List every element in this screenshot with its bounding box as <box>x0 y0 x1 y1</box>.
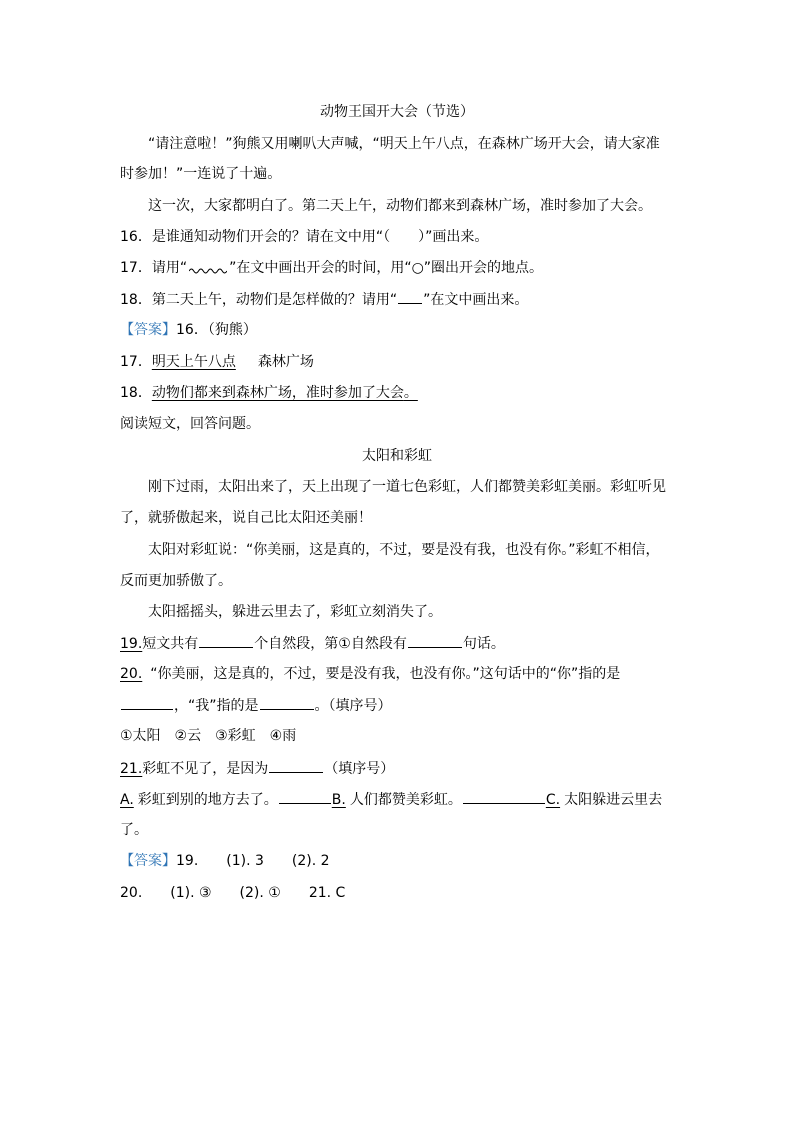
answer-17-time: 明天上午八点 <box>151 354 236 370</box>
question-20-line2 <box>120 695 392 715</box>
passage2-paragraph1-line2: 了，就骄傲起来，说自己比太阳还美丽！ <box>120 510 372 526</box>
question-20-line1 <box>120 664 620 684</box>
passage1-paragraph1-line2: 时参加！”一连说了十遍。 <box>120 166 282 182</box>
option-a-text: 彩虹到别的地方去了。 <box>137 792 278 808</box>
question-20-part-a: “你美丽，这是真的，不过，要是没有我，也没有你。”这句话中的“你”指的是 <box>150 666 621 682</box>
question-20-options: ①太阳 ②云 ③彩虹 ④雨 <box>120 728 297 744</box>
answer-blank <box>269 758 323 773</box>
question-19-part-b: 个自然段，第①自然段有 <box>254 636 407 652</box>
question-17 <box>120 258 543 278</box>
answer-18-text: 动物们都来到森林广场，准时参加了大会 <box>151 385 404 401</box>
question-19 <box>120 633 505 653</box>
question-18-suffix: ”在文中画出来。 <box>423 292 529 308</box>
passage1-paragraph1-line1: “请注意啦！”狗熊又用喇叭大声喊，“明天上午八点，在森林广场开大会，请大家准 <box>148 136 660 152</box>
question-19-part-a: 短文共有 <box>142 636 199 652</box>
question-21 <box>120 758 394 778</box>
separator-line <box>279 789 331 804</box>
answers-block-1 <box>120 320 257 340</box>
answer-18-number: 18． <box>120 385 152 401</box>
question-20-part-b: ，“我”指的是 <box>174 698 259 714</box>
question-18-prefix: 18．第二天上午，动物们是怎样做的？请用“ <box>120 292 398 308</box>
answer-blank <box>199 633 253 648</box>
answer-tag: 【答案】 <box>120 853 176 869</box>
question-19-number: 19. <box>120 636 143 652</box>
passage2-title: 太阳和彩虹 <box>362 448 432 464</box>
question-21-options-line1 <box>120 789 662 809</box>
answer-16: 16．（狗熊） <box>176 322 257 338</box>
answer-20-21: 20. (1). ③ (2). ① 21. C <box>120 885 346 901</box>
question-21-part-a: 彩虹不见了，是因为 <box>142 761 269 777</box>
answer-blank <box>408 633 462 648</box>
reading-instruction: 阅读短文，回答问题。 <box>120 416 260 432</box>
answer-blank <box>260 695 314 710</box>
option-b-label: B. <box>331 792 346 808</box>
answer-tag: 【答案】 <box>120 322 176 338</box>
option-c-label: C. <box>545 792 561 808</box>
separator-line <box>463 789 545 804</box>
passage1-title: 动物王国开大会（节选） <box>320 104 474 120</box>
answers-block-2 <box>120 851 330 871</box>
answer-17-place: 森林广场 <box>257 354 314 370</box>
answer-blank <box>121 695 173 710</box>
underline-mark <box>398 289 422 304</box>
passage2-paragraph1-line1: 刚下过雨，太阳出来了，天上出现了一道七色彩虹，人们都赞美彩虹美丽。彩虹听见 <box>148 479 666 495</box>
option-b-text: 人们都赞美彩虹。 <box>349 792 462 808</box>
answer-17-number: 17． <box>120 354 152 370</box>
question-19-part-c: 句话。 <box>462 636 505 652</box>
passage1-paragraph2: 这一次，大家都明白了。第二天上午，动物们都来到森林广场，准时参加了大会。 <box>148 198 652 214</box>
question-20-number: 20. <box>120 666 143 682</box>
option-c-text: 太阳躲进云里去 <box>564 792 663 808</box>
question-20-part-c: 。（填序号） <box>314 698 392 714</box>
answer-18 <box>120 383 418 403</box>
answer-18-end: 。 <box>403 385 418 401</box>
question-17-prefix: 17．请用“ <box>120 260 188 276</box>
passage2-paragraph2-line2: 反而更加骄傲了。 <box>120 573 232 589</box>
answer-17 <box>120 352 314 372</box>
option-a-label: A. <box>120 792 134 808</box>
question-18 <box>120 289 528 309</box>
passage2-paragraph3: 太阳摇摇头，躲进云里去了，彩虹立刻消失了。 <box>148 604 442 620</box>
question-16: 16．是谁通知动物们开会的？请在文中用“（ ）”画出来。 <box>120 229 489 245</box>
question-17-suffix: ”在文中画出开会的时间，用“○”圈出开会的地点。 <box>229 260 544 276</box>
answer-19: 19. (1). 3 (2). 2 <box>176 853 330 869</box>
question-21-part-b: （填序号） <box>324 761 395 777</box>
question-21-number: 21. <box>120 761 143 777</box>
question-21-options-line2: 了。 <box>120 822 148 838</box>
passage2-paragraph2-line1: 太阳对彩虹说：“你美丽，这是真的，不过，要是没有我，也没有你。”彩虹不相信， <box>148 542 660 558</box>
wavy-underline-icon <box>189 264 227 274</box>
